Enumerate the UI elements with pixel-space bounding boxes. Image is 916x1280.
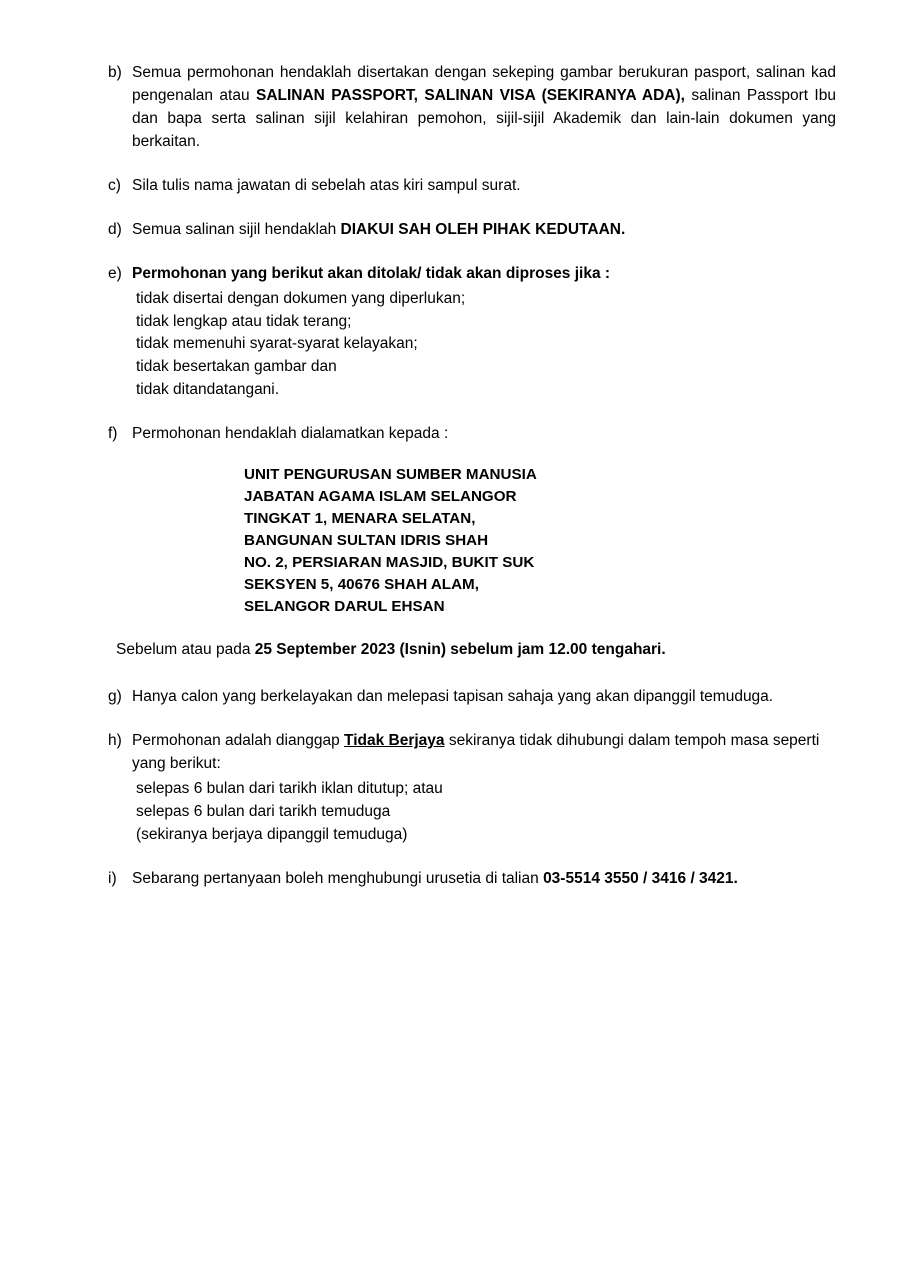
sublist-line: tidak besertakan gambar dan bbox=[136, 358, 337, 376]
list-item-d bbox=[108, 219, 836, 242]
sublist-line: selepas 6 bulan dari tarikh iklan ditutup; atau bbox=[136, 780, 443, 798]
list-item-e bbox=[108, 263, 836, 403]
address-line: NO. 2, PERSIARAN MASJID, BUKIT SUK bbox=[244, 553, 535, 571]
list-marker-f: f) bbox=[108, 425, 118, 443]
list-item-e-body bbox=[132, 263, 836, 403]
list-item-h-sublist bbox=[132, 778, 836, 847]
list-item-h-body bbox=[132, 730, 836, 847]
text-segment: Sebarang pertanyaan boleh menghubungi urusetia di talian bbox=[132, 869, 544, 887]
address-line: JABATAN AGAMA ISLAM SELANGOR bbox=[244, 488, 517, 506]
contact-phone: 03-5514 3550 / 3416 / 3421. bbox=[543, 869, 738, 887]
address-line: UNIT PENGURUSAN SUMBER MANUSIA bbox=[244, 466, 537, 484]
list-item-e-sublist bbox=[132, 288, 836, 403]
deadline-prefix: Sebelum atau pada bbox=[116, 641, 255, 659]
list-item-h bbox=[108, 730, 836, 847]
mailing-address-block bbox=[108, 464, 836, 617]
sublist-line: tidak ditandatangani. bbox=[136, 381, 280, 399]
deadline-date: 25 September 2023 (Isnin) sebelum jam 12.00 tengahari. bbox=[254, 641, 666, 659]
emphasis-tidak-berjaya: Tidak Berjaya bbox=[344, 732, 445, 750]
list-item-b bbox=[108, 62, 836, 154]
text-segment: Permohonan adalah dianggap bbox=[132, 732, 345, 750]
list-marker-h: h) bbox=[108, 732, 122, 750]
text-segment-bold: SALINAN PASSPORT, SALINAN VISA (SEKIRANYA ADA), bbox=[255, 86, 685, 104]
text-segment-bold: DIAKUI SAH OLEH PIHAK KEDUTAAN. bbox=[340, 220, 626, 238]
sublist-line: tidak disertai dengan dokumen yang diperlukan; bbox=[136, 289, 466, 307]
text-segment: sekiranya tidak dihubungi dalam tempoh masa seperti yang berikut: bbox=[132, 732, 820, 773]
list-marker-d: d) bbox=[108, 220, 122, 238]
list-item-b-text bbox=[132, 62, 836, 154]
list-item-c bbox=[108, 175, 836, 198]
list-item-d-text bbox=[132, 219, 836, 242]
list-item-f bbox=[108, 423, 836, 446]
sublist-line: selepas 6 bulan dari tarikh temuduga bbox=[136, 803, 391, 821]
sublist-line: tidak lengkap atau tidak terang; bbox=[136, 312, 352, 330]
list-item-g bbox=[108, 686, 836, 709]
list-marker-b: b) bbox=[108, 64, 122, 81]
list-item-i-text bbox=[132, 868, 836, 891]
list-marker-e: e) bbox=[108, 264, 122, 282]
address-line: TINGKAT 1, MENARA SELATAN, bbox=[244, 509, 476, 527]
list-marker-c: c) bbox=[108, 176, 121, 194]
list-item-e-heading: Permohonan yang berikut akan ditolak/ tidak akan diproses jika : bbox=[132, 264, 611, 282]
address-line: SELANGOR DARUL EHSAN bbox=[244, 597, 445, 615]
deadline-notice bbox=[108, 639, 836, 662]
list-item-i bbox=[108, 868, 836, 891]
text-segment: Semua permohonan hendaklah disertakan dengan sekeping gambar berukuran pasport, salinan kad pengenalan atau bbox=[132, 64, 836, 104]
sublist-line: tidak memenuhi syarat-syarat kelayakan; bbox=[136, 335, 418, 353]
text-segment: Sila tulis nama jawatan di sebelah atas kiri sampul surat. bbox=[132, 176, 521, 194]
list-marker-i: i) bbox=[108, 869, 117, 887]
list-item-c-text bbox=[132, 175, 836, 198]
list-item-g-text: Hanya calon yang berkelayakan dan melepasi tapisan sahaja yang akan dipanggil temuduga. bbox=[132, 688, 774, 706]
address-line: BANGUNAN SULTAN IDRIS SHAH bbox=[244, 531, 489, 549]
sublist-line: (sekiranya berjaya dipanggil temuduga) bbox=[136, 826, 408, 844]
list-marker-g: g) bbox=[108, 688, 122, 706]
list-item-f-text: Permohonan hendaklah dialamatkan kepada : bbox=[132, 425, 449, 443]
text-segment: Semua salinan sijil hendaklah bbox=[132, 220, 341, 238]
text-segment: salinan Passport Ibu dan bapa serta salinan sijil kelahiran pemohon, sijil-sijil Akademik dan lain-lain dokumen yang berkaitan. bbox=[132, 86, 836, 150]
address-line: SEKSYEN 5, 40676 SHAH ALAM, bbox=[244, 575, 479, 593]
